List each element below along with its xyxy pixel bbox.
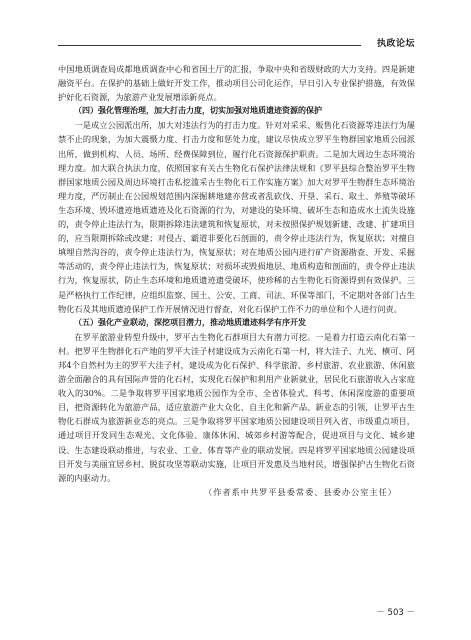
paragraph: 中国地质调查局成都地质调查中心和省国土厅的汇报，争取中央和省级财政的大力支持。四是新建融资平台。在保护的基础上做好开发工作，推动项目公司化运作，早日引入专业保护措施，有效保护好化石资源，为旅游产业发展增添新亮点。 xyxy=(58,64,415,103)
page-number: － 503 － xyxy=(376,608,415,618)
section-tag: 执政论坛 xyxy=(376,39,415,49)
author-byline: （作者系中共罗平县委常委、县委办公室主任） xyxy=(204,486,397,497)
section-heading: （五）强化产业联动，深挖项目潜力，推动地质遗迹科学有序开发 xyxy=(74,317,306,327)
paragraph: 一是成立公园派出所，加大对违法行为的打击力度。针对对采采、贩售化石资源等违法行为屡禁不止的现象，为加大震慑力度、打击力度和惩处力度，建议尽快成立罗平生物群国家地质公园派出所，做到机构、人员、场所、经费保障到位，履行化石资源保护职责。二是加大周边生态环境治理力度。加大联合执法力度，依照国家有关古生物化石保护法律法规和《罗平县综合整治罗平生物群国家地质公园及周边环境打击私挖滥采古生物化石工作实施方案》加大对罗平生物群生态环境治理力度，严厉制止在公园规划范围内深掘耕地建亦营或者乱砍伐、开垦、采石、取土、养殖等破坏生态环境、毁坏遗迹地质遗迹及化石资源的行为，对建设的染环境、破坏生态和造成水土流失设施的，责令停止违法行为，限期拆除违法建筑和恢复原状，对未按照保护规划新建、改建、扩建项目的，应当限期拆除或改建；对侵占、霸道非要化石剖面的，责令停止违法行为，恢复原状；对擅自填埋自然沟谷的，责令停止违法行为，恢复原状；对在地质公园内进行矿产资源勘查、开发、采掘等活动的，责令停止违法行为，恢复原状；对损坏或毁损地层、地质构造和剖面的，责令停止违法行为，恢复原状，防止生态环境和地质遗迹遗受破坏，使珍稀的古生物化石资源得到有效保护。三是严格执行工作纪律，应组织监察、国土、公安、工商、司法、环保等部门，不定期对各部门古生物化石及其地质遗迹保护工作开展情况进行督查，对化石保护工作不力的单位和个人进行问责。 xyxy=(58,120,415,314)
page-header xyxy=(58,32,415,54)
section-heading: （四）强化管理治理，加大打击力度，切实加强对地质遗迹资源的保护 xyxy=(74,106,322,116)
header-rule xyxy=(58,45,361,46)
article-body xyxy=(58,62,415,499)
paragraph: 在罗平旅游业转型升级中，罗平古生物化石群项目大有潜力可挖。一是着力打造云南化石第一村。把罗平生物群化石产地的罗平大洼子村建设成为云南化石第一村，将大洼子、九光、横可、阿邦4个自然村为主的罗平大洼子村，建设成为化石保护、科学旅游、乡村旅游、农业旅游、休闲旅游全面融合的具有国际声誉的化石村，实现化石保护和利用产业新就业，居民化石旅游收入占家庭收入的30%。二是争取将罗平国家地质公园作为全市、全省体验式、科考、休闲深度游的重要项目，把资源转化为旅游产品，适应旅游产业大众化、自主化和新产品、新业态的引领，让罗平古生物化石群成为旅游新业态的亮点。三是争取将罗平国家地质公园建设项目列入省、市级重点项目，通过项目开发同生态观光、文化体验、康体休闲、城郊乡村游等配合，促进项目与文化、城乡建设、生态建设联动推进，与农业、工业、体育等产业的联动发展。四是将罗平国家地质公园建设项目开发与美丽宜居乡村、脱贫攻坚等联动实施，让项目开发惠及当地村民，增强保护古生物化石资源的内驱动力。 xyxy=(58,331,415,483)
